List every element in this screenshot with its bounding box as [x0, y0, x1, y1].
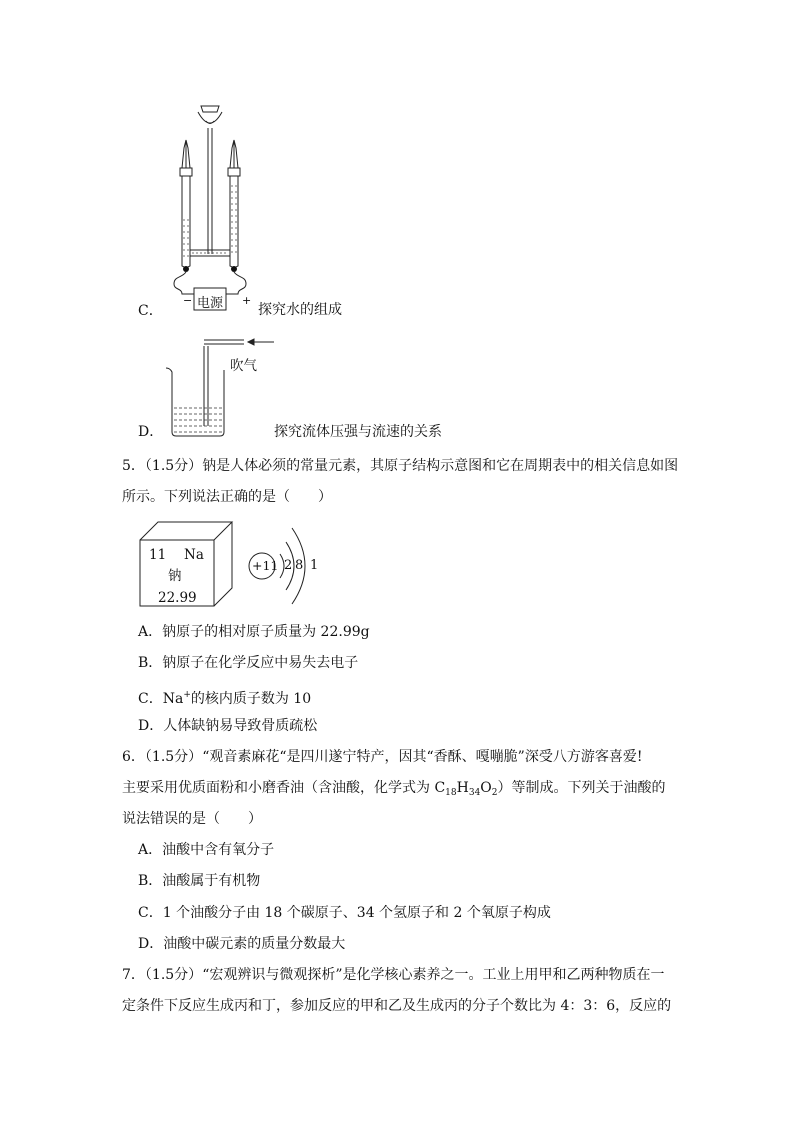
q5-option-c-sup: +: [183, 690, 191, 700]
q7-line-2: 定条件下反应生成丙和丁，参加反应的甲和乙及生成丙的分子个数比为 4：3：6，反应的: [122, 998, 672, 1014]
q7-line-1: [122, 965, 665, 985]
q7-score: （1.5分）: [144, 967, 203, 983]
q6-line-2: [122, 778, 666, 803]
option-d-caption: 探究流体压强与流速的关系: [274, 424, 442, 440]
shell-1-electrons: 2: [284, 558, 293, 573]
power-supply-label: 电源: [196, 296, 223, 311]
shell-3-electrons: 1: [310, 558, 319, 573]
fluid-pressure-beaker-figure: [160, 334, 280, 440]
nucleus-charge: +11: [252, 558, 279, 573]
q6-formula-sub-c: 18: [445, 788, 457, 798]
right-electrode: [231, 266, 237, 272]
option-c-letter: C．: [138, 303, 163, 319]
right-tube-water: [231, 186, 237, 252]
q6-formula-h: H: [456, 780, 469, 796]
q5-score: （1.5分）: [144, 458, 203, 474]
blow-label: 吹气: [230, 358, 257, 374]
q5-stem-1: 钠是人体必须的常量元素，其原子结构示意图和它在周期表中的相关信息如图: [202, 458, 679, 474]
separatory-funnel: [198, 106, 222, 254]
q6-option-a: A．油酸中含有氧分子: [138, 842, 275, 858]
left-electrode: [183, 266, 189, 272]
q5-option-a: A．钠原子的相对原子质量为 22.99g: [138, 624, 370, 640]
q6-option-b: B．油酸属于有机物: [138, 873, 261, 889]
q7-stem-1: “宏观辨识与微观探析”是化学核心素养之一。工业上用甲和乙两种物质在一: [202, 967, 665, 983]
q5-option-c: [138, 685, 311, 709]
q5-line-1: [122, 456, 678, 476]
q6-score: （1.5分）: [144, 749, 203, 765]
q6-option-c: C．1 个油酸分子由 18 个碳原子、34 个氢原子和 2 个氧原子构成: [138, 905, 551, 921]
horizontal-straw: [204, 340, 244, 344]
q6-stem-2-post: ）等制成。下列关于油酸的: [497, 780, 666, 796]
left-tube-water: [183, 220, 189, 256]
beaker-water: [174, 408, 222, 432]
q6-stem-1: “观音素麻花“是四川遂宁特产，因其“香酥、嘎嘣脆”深受八方游客喜爱!: [202, 749, 643, 765]
q6-option-d: D．油酸中碳元素的质量分数最大: [138, 936, 346, 952]
atomic-number: 11: [149, 547, 167, 563]
shell-2-electrons: 8: [295, 558, 304, 573]
q7-number: 7．: [122, 967, 145, 983]
option-c-caption: 探究水的组成: [258, 302, 342, 318]
q5-option-c-prefix: C．Na: [138, 691, 184, 707]
left-test-tube: [180, 140, 192, 268]
q6-formula-o: O: [480, 780, 492, 796]
q5-option-c-suffix: 的核内质子数为 10: [190, 691, 312, 707]
q6-formula-sub-o: 2: [491, 788, 498, 798]
right-test-tube: [228, 140, 240, 268]
q5-option-d: D．人体缺钠易导致骨质疏松: [138, 718, 318, 734]
q6-stem-2-pre: 主要采用优质面粉和小磨香油（含油酸，化学式为 C: [122, 780, 446, 796]
power-minus-sign: −: [183, 294, 193, 307]
q5-line-2: 所示。下列说法正确的是（ ）: [122, 489, 332, 505]
q5-option-b: B．钠原子在化学反应中易失去电子: [138, 655, 359, 671]
element-symbol: Na: [184, 547, 204, 563]
q6-number: 6．: [122, 749, 145, 765]
q6-formula-sub-h: 34: [468, 788, 481, 798]
q5-number: 5．: [122, 458, 145, 474]
q6-line-3: 说法错误的是（ ）: [122, 811, 262, 827]
blow-arrow: [248, 339, 274, 345]
electrolysis-apparatus-figure: [160, 100, 260, 322]
option-d-letter: D．: [138, 424, 164, 440]
atomic-mass: 22.99: [158, 590, 197, 606]
wires: [174, 272, 246, 294]
power-plus-sign: +: [242, 294, 252, 307]
element-name: 钠: [168, 568, 182, 584]
q6-line-1: [122, 747, 642, 767]
